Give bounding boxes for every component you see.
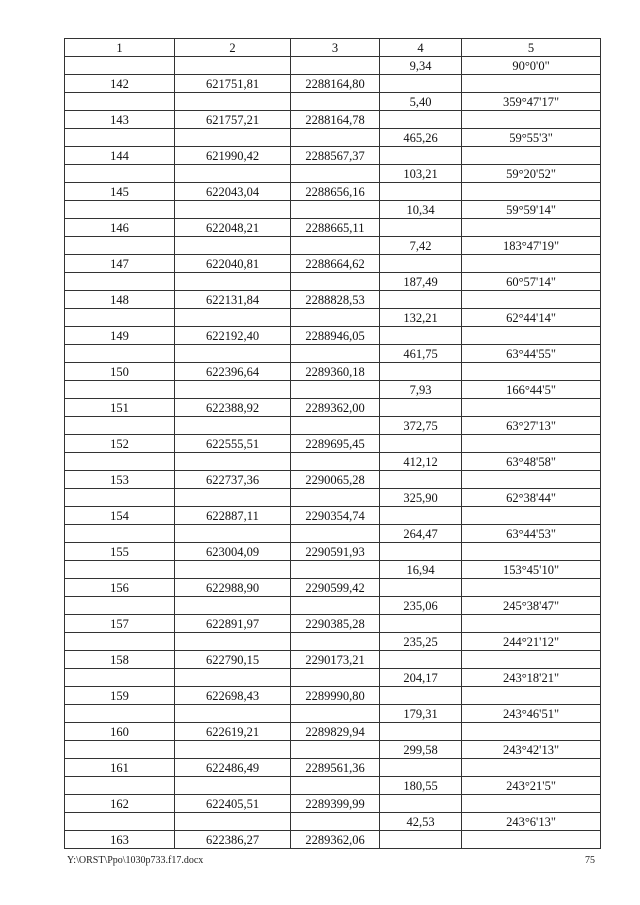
point-number-cell: 151 <box>65 399 175 417</box>
point-number-cell: 145 <box>65 183 175 201</box>
x-coordinate-cell: 622131,84 <box>175 291 291 309</box>
distance-cell: 180,55 <box>380 777 462 795</box>
bearing-cell: 166°44'5" <box>462 381 601 399</box>
distance-cell: 9,34 <box>380 57 462 75</box>
y-coordinate-cell <box>291 777 380 795</box>
bearing-cell: 62°44'14" <box>462 309 601 327</box>
table-row <box>65 165 601 183</box>
bearing-cell: 245°38'47" <box>462 597 601 615</box>
distance-cell <box>380 795 462 813</box>
x-coordinate-cell: 622988,90 <box>175 579 291 597</box>
table-row <box>65 219 601 237</box>
point-number-cell: 163 <box>65 831 175 849</box>
point-number-cell <box>65 165 175 183</box>
point-number-cell: 153 <box>65 471 175 489</box>
y-coordinate-cell: 2289829,94 <box>291 723 380 741</box>
bearing-cell <box>462 579 601 597</box>
y-coordinate-cell <box>291 813 380 831</box>
x-coordinate-cell <box>175 489 291 507</box>
point-number-cell <box>65 237 175 255</box>
table-row <box>65 561 601 579</box>
bearing-cell <box>462 111 601 129</box>
y-coordinate-cell: 2288164,78 <box>291 111 380 129</box>
point-number-cell <box>65 813 175 831</box>
point-number-cell: 146 <box>65 219 175 237</box>
x-coordinate-cell: 622386,27 <box>175 831 291 849</box>
table-body <box>65 57 601 849</box>
point-number-cell <box>65 669 175 687</box>
bearing-cell <box>462 183 601 201</box>
point-number-cell: 160 <box>65 723 175 741</box>
distance-cell <box>380 543 462 561</box>
point-number-cell <box>65 741 175 759</box>
table-row <box>65 363 601 381</box>
table-row <box>65 651 601 669</box>
bearing-cell <box>462 507 601 525</box>
bearing-cell: 183°47'19" <box>462 237 601 255</box>
table-row <box>65 741 601 759</box>
x-coordinate-cell <box>175 93 291 111</box>
point-number-cell <box>65 201 175 219</box>
point-number-cell <box>65 129 175 147</box>
y-coordinate-cell: 2288828,53 <box>291 291 380 309</box>
y-coordinate-cell <box>291 165 380 183</box>
bearing-cell: 243°18'21" <box>462 669 601 687</box>
y-coordinate-cell <box>291 561 380 579</box>
y-coordinate-cell <box>291 453 380 471</box>
bearing-cell <box>462 615 601 633</box>
x-coordinate-cell <box>175 525 291 543</box>
bearing-cell: 63°44'53" <box>462 525 601 543</box>
y-coordinate-cell: 2288665,11 <box>291 219 380 237</box>
header-col-1: 1 <box>65 39 175 57</box>
x-coordinate-cell <box>175 345 291 363</box>
x-coordinate-cell: 622405,51 <box>175 795 291 813</box>
y-coordinate-cell: 2289362,06 <box>291 831 380 849</box>
point-number-cell <box>65 345 175 363</box>
point-number-cell: 150 <box>65 363 175 381</box>
distance-cell: 235,06 <box>380 597 462 615</box>
y-coordinate-cell <box>291 237 380 255</box>
table-row <box>65 291 601 309</box>
table-row <box>65 687 601 705</box>
point-number-cell: 158 <box>65 651 175 669</box>
distance-cell <box>380 471 462 489</box>
table-row <box>65 633 601 651</box>
x-coordinate-cell: 622043,04 <box>175 183 291 201</box>
point-number-cell: 143 <box>65 111 175 129</box>
y-coordinate-cell: 2288567,37 <box>291 147 380 165</box>
table-row <box>65 597 601 615</box>
distance-cell <box>380 111 462 129</box>
point-number-cell: 152 <box>65 435 175 453</box>
footer-file-path: Y:\ORST\Ppo\1030p733.f17.docx <box>67 855 204 866</box>
point-number-cell <box>65 417 175 435</box>
x-coordinate-cell <box>175 237 291 255</box>
table-row <box>65 669 601 687</box>
bearing-cell <box>462 759 601 777</box>
distance-cell <box>380 651 462 669</box>
table-row <box>65 489 601 507</box>
point-number-cell <box>65 633 175 651</box>
x-coordinate-cell: 623004,09 <box>175 543 291 561</box>
x-coordinate-cell <box>175 669 291 687</box>
point-number-cell <box>65 777 175 795</box>
bearing-cell: 62°38'44" <box>462 489 601 507</box>
bearing-cell <box>462 543 601 561</box>
header-col-3: 3 <box>291 39 380 57</box>
y-coordinate-cell: 2288946,05 <box>291 327 380 345</box>
point-number-cell: 157 <box>65 615 175 633</box>
distance-cell <box>380 399 462 417</box>
x-coordinate-cell <box>175 201 291 219</box>
bearing-cell: 243°21'5" <box>462 777 601 795</box>
y-coordinate-cell: 2289360,18 <box>291 363 380 381</box>
table-row <box>65 759 601 777</box>
point-number-cell <box>65 273 175 291</box>
y-coordinate-cell: 2289362,00 <box>291 399 380 417</box>
point-number-cell: 144 <box>65 147 175 165</box>
table-row <box>65 111 601 129</box>
table-row <box>65 147 601 165</box>
table-row <box>65 273 601 291</box>
table-row <box>65 201 601 219</box>
point-number-cell <box>65 489 175 507</box>
table-row <box>65 471 601 489</box>
table-row <box>65 615 601 633</box>
bearing-cell: 243°46'51" <box>462 705 601 723</box>
table-row <box>65 453 601 471</box>
bearing-cell: 244°21'12" <box>462 633 601 651</box>
x-coordinate-cell: 622887,11 <box>175 507 291 525</box>
table-row <box>65 327 601 345</box>
table-row <box>65 345 601 363</box>
table-row <box>65 381 601 399</box>
x-coordinate-cell <box>175 165 291 183</box>
table-row <box>65 183 601 201</box>
bearing-cell: 243°42'13" <box>462 741 601 759</box>
distance-cell <box>380 615 462 633</box>
distance-cell: 132,21 <box>380 309 462 327</box>
table-row <box>65 831 601 849</box>
distance-cell: 5,40 <box>380 93 462 111</box>
table-row <box>65 543 601 561</box>
bearing-cell: 63°44'55" <box>462 345 601 363</box>
x-coordinate-cell <box>175 381 291 399</box>
table-row <box>65 57 601 75</box>
bearing-cell: 59°59'14" <box>462 201 601 219</box>
distance-cell: 16,94 <box>380 561 462 579</box>
y-coordinate-cell <box>291 57 380 75</box>
y-coordinate-cell: 2290599,42 <box>291 579 380 597</box>
bearing-cell <box>462 255 601 273</box>
distance-cell <box>380 723 462 741</box>
distance-cell <box>380 75 462 93</box>
y-coordinate-cell <box>291 417 380 435</box>
distance-cell <box>380 435 462 453</box>
distance-cell <box>380 687 462 705</box>
x-coordinate-cell: 622891,97 <box>175 615 291 633</box>
table-row <box>65 705 601 723</box>
distance-cell <box>380 831 462 849</box>
bearing-cell <box>462 327 601 345</box>
x-coordinate-cell: 621751,81 <box>175 75 291 93</box>
table-row <box>65 777 601 795</box>
y-coordinate-cell <box>291 93 380 111</box>
table-row <box>65 579 601 597</box>
x-coordinate-cell <box>175 129 291 147</box>
bearing-cell: 359°47'17" <box>462 93 601 111</box>
distance-cell: 204,17 <box>380 669 462 687</box>
y-coordinate-cell: 2289399,99 <box>291 795 380 813</box>
distance-cell: 103,21 <box>380 165 462 183</box>
table-row <box>65 237 601 255</box>
table-row <box>65 723 601 741</box>
point-number-cell: 162 <box>65 795 175 813</box>
y-coordinate-cell: 2289990,80 <box>291 687 380 705</box>
bearing-cell: 153°45'10" <box>462 561 601 579</box>
bearing-cell: 59°55'3" <box>462 129 601 147</box>
bearing-cell <box>462 147 601 165</box>
point-number-cell <box>65 57 175 75</box>
y-coordinate-cell <box>291 705 380 723</box>
x-coordinate-cell: 622737,36 <box>175 471 291 489</box>
x-coordinate-cell: 621990,42 <box>175 147 291 165</box>
y-coordinate-cell <box>291 741 380 759</box>
point-number-cell: 156 <box>65 579 175 597</box>
y-coordinate-cell: 2288664,62 <box>291 255 380 273</box>
y-coordinate-cell <box>291 669 380 687</box>
distance-cell: 461,75 <box>380 345 462 363</box>
point-number-cell <box>65 309 175 327</box>
x-coordinate-cell: 622555,51 <box>175 435 291 453</box>
distance-cell: 7,42 <box>380 237 462 255</box>
x-coordinate-cell <box>175 57 291 75</box>
table-row <box>65 399 601 417</box>
x-coordinate-cell: 622486,49 <box>175 759 291 777</box>
x-coordinate-cell <box>175 633 291 651</box>
x-coordinate-cell: 622790,15 <box>175 651 291 669</box>
distance-cell: 299,58 <box>380 741 462 759</box>
x-coordinate-cell: 622388,92 <box>175 399 291 417</box>
bearing-cell: 60°57'14" <box>462 273 601 291</box>
bearing-cell: 90°0'0" <box>462 57 601 75</box>
y-coordinate-cell <box>291 273 380 291</box>
bearing-cell <box>462 363 601 381</box>
table-row <box>65 507 601 525</box>
distance-cell <box>380 219 462 237</box>
x-coordinate-cell: 622619,21 <box>175 723 291 741</box>
bearing-cell <box>462 471 601 489</box>
bearing-cell <box>462 723 601 741</box>
point-number-cell <box>65 561 175 579</box>
table-row <box>65 525 601 543</box>
y-coordinate-cell: 2290173,21 <box>291 651 380 669</box>
y-coordinate-cell: 2290591,93 <box>291 543 380 561</box>
bearing-cell <box>462 219 601 237</box>
distance-cell: 412,12 <box>380 453 462 471</box>
point-number-cell: 148 <box>65 291 175 309</box>
distance-cell: 10,34 <box>380 201 462 219</box>
x-coordinate-cell <box>175 561 291 579</box>
x-coordinate-cell: 622192,40 <box>175 327 291 345</box>
table-row <box>65 435 601 453</box>
y-coordinate-cell: 2290385,28 <box>291 615 380 633</box>
distance-cell <box>380 183 462 201</box>
y-coordinate-cell <box>291 489 380 507</box>
point-number-cell <box>65 93 175 111</box>
bearing-cell <box>462 399 601 417</box>
point-number-cell <box>65 597 175 615</box>
distance-cell: 264,47 <box>380 525 462 543</box>
point-number-cell <box>65 705 175 723</box>
x-coordinate-cell: 621757,21 <box>175 111 291 129</box>
distance-cell <box>380 507 462 525</box>
coordinates-table <box>64 38 601 849</box>
header-col-4: 4 <box>380 39 462 57</box>
bearing-cell <box>462 795 601 813</box>
x-coordinate-cell: 622396,64 <box>175 363 291 381</box>
point-number-cell: 155 <box>65 543 175 561</box>
y-coordinate-cell: 2290354,74 <box>291 507 380 525</box>
table-row <box>65 309 601 327</box>
bearing-cell: 63°27'13" <box>462 417 601 435</box>
bearing-cell: 59°20'52" <box>462 165 601 183</box>
footer-page-number: 75 <box>585 855 595 866</box>
distance-cell: 325,90 <box>380 489 462 507</box>
y-coordinate-cell <box>291 201 380 219</box>
distance-cell: 235,25 <box>380 633 462 651</box>
bearing-cell <box>462 651 601 669</box>
distance-cell <box>380 147 462 165</box>
table-row <box>65 255 601 273</box>
y-coordinate-cell <box>291 309 380 327</box>
distance-cell: 179,31 <box>380 705 462 723</box>
distance-cell: 187,49 <box>380 273 462 291</box>
x-coordinate-cell <box>175 273 291 291</box>
y-coordinate-cell <box>291 381 380 399</box>
table-row <box>65 417 601 435</box>
point-number-cell: 161 <box>65 759 175 777</box>
bearing-cell: 63°48'58" <box>462 453 601 471</box>
x-coordinate-cell <box>175 777 291 795</box>
point-number-cell: 154 <box>65 507 175 525</box>
distance-cell <box>380 759 462 777</box>
bearing-cell <box>462 687 601 705</box>
bearing-cell <box>462 435 601 453</box>
x-coordinate-cell <box>175 813 291 831</box>
x-coordinate-cell <box>175 309 291 327</box>
bearing-cell <box>462 75 601 93</box>
table-row <box>65 813 601 831</box>
table-row <box>65 129 601 147</box>
x-coordinate-cell <box>175 597 291 615</box>
distance-cell <box>380 291 462 309</box>
bearing-cell <box>462 291 601 309</box>
y-coordinate-cell <box>291 597 380 615</box>
point-number-cell: 159 <box>65 687 175 705</box>
table-row <box>65 93 601 111</box>
y-coordinate-cell <box>291 345 380 363</box>
bearing-cell: 243°6'13" <box>462 813 601 831</box>
distance-cell <box>380 579 462 597</box>
table-header-row <box>65 39 601 57</box>
point-number-cell <box>65 381 175 399</box>
distance-cell <box>380 363 462 381</box>
point-number-cell: 149 <box>65 327 175 345</box>
distance-cell <box>380 327 462 345</box>
distance-cell: 42,53 <box>380 813 462 831</box>
point-number-cell: 147 <box>65 255 175 273</box>
y-coordinate-cell <box>291 525 380 543</box>
x-coordinate-cell <box>175 741 291 759</box>
y-coordinate-cell: 2289561,36 <box>291 759 380 777</box>
x-coordinate-cell <box>175 705 291 723</box>
x-coordinate-cell: 622048,21 <box>175 219 291 237</box>
x-coordinate-cell <box>175 417 291 435</box>
distance-cell: 465,26 <box>380 129 462 147</box>
x-coordinate-cell: 622698,43 <box>175 687 291 705</box>
table-row <box>65 795 601 813</box>
y-coordinate-cell: 2289695,45 <box>291 435 380 453</box>
x-coordinate-cell <box>175 453 291 471</box>
point-number-cell <box>65 453 175 471</box>
x-coordinate-cell: 622040,81 <box>175 255 291 273</box>
y-coordinate-cell <box>291 129 380 147</box>
y-coordinate-cell: 2288164,80 <box>291 75 380 93</box>
distance-cell: 7,93 <box>380 381 462 399</box>
y-coordinate-cell: 2290065,28 <box>291 471 380 489</box>
table-row <box>65 75 601 93</box>
y-coordinate-cell <box>291 633 380 651</box>
header-col-2: 2 <box>175 39 291 57</box>
distance-cell: 372,75 <box>380 417 462 435</box>
bearing-cell <box>462 831 601 849</box>
point-number-cell <box>65 525 175 543</box>
distance-cell <box>380 255 462 273</box>
y-coordinate-cell: 2288656,16 <box>291 183 380 201</box>
point-number-cell: 142 <box>65 75 175 93</box>
header-col-5: 5 <box>462 39 601 57</box>
